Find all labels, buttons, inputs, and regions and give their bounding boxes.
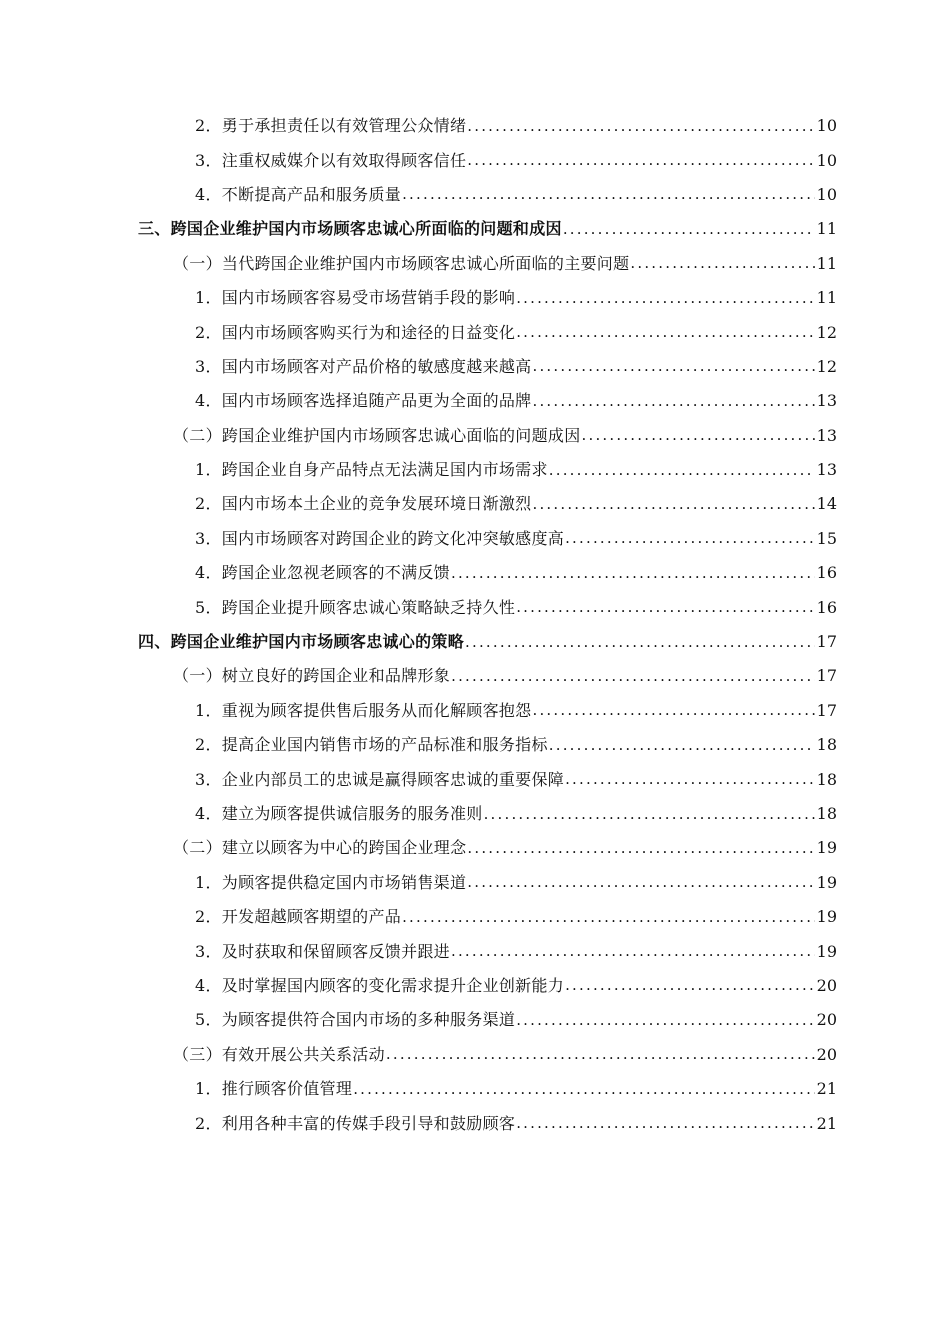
toc-entry-page-number: 14: [816, 494, 837, 514]
toc-dot-leader: [532, 359, 814, 374]
toc-entry[interactable]: [0, 1003, 950, 1037]
toc-dot-leader: [532, 703, 814, 718]
toc-entry[interactable]: [0, 625, 950, 659]
toc-entry[interactable]: [0, 350, 950, 384]
toc-entry-title: （三）有效开展公共关系活动: [173, 1044, 385, 1064]
toc-entry-title: 2．提高企业国内销售市场的产品标准和服务指标: [195, 735, 548, 755]
toc-entry-page-number: 13: [816, 391, 837, 411]
toc-dot-leader: [465, 635, 815, 650]
toc-dot-leader: [582, 428, 815, 443]
toc-entry[interactable]: [0, 900, 950, 934]
toc-dot-leader: [549, 738, 815, 753]
toc-entry-title: 4．及时掌握国内顾客的变化需求提升企业创新能力: [195, 975, 565, 995]
toc-entry-title: 2．国内市场顾客购买行为和途径的日益变化: [195, 322, 516, 342]
toc-entry-title: 5．为顾客提供符合国内市场的多种服务渠道: [195, 1010, 516, 1030]
toc-entry-page-number: 18: [816, 735, 837, 755]
toc-entry-page-number: 19: [816, 907, 837, 927]
toc-dot-leader: [563, 222, 815, 237]
toc-entry-page-number: 11: [816, 253, 837, 273]
toc-entry[interactable]: [0, 797, 950, 831]
toc-entry-page-number: 19: [816, 838, 837, 858]
toc-entry-title: 1．推行顾客价值管理: [195, 1079, 353, 1099]
toc-entry[interactable]: [0, 694, 950, 728]
toc-dot-leader: [549, 463, 815, 478]
toc-entry-title: （一）当代跨国企业维护国内市场顾客忠诚心所面临的主要问题: [173, 253, 630, 273]
toc-entry-title: 1．跨国企业自身产品特点无法满足国内市场需求: [195, 460, 548, 480]
toc-entry[interactable]: [0, 831, 950, 865]
toc-entry-title: 3．企业内部员工的忠诚是赢得顾客忠诚的重要保障: [195, 769, 565, 789]
toc-entry-title: 1．国内市场顾客容易受市场营销手段的影响: [195, 288, 516, 308]
toc-dot-leader: [516, 600, 814, 615]
toc-entry-title: 3．及时获取和保留顾客反馈并跟进: [195, 941, 450, 961]
toc-entry-page-number: 17: [816, 666, 837, 686]
toc-entry-page-number: 13: [816, 460, 837, 480]
toc-entry-title: 2．国内市场本土企业的竞争发展环境日渐激烈: [195, 494, 532, 514]
toc-entry[interactable]: [0, 1038, 950, 1072]
toc-dot-leader: [516, 1013, 814, 1028]
toc-dot-leader: [565, 772, 815, 787]
toc-dot-leader: [402, 187, 815, 202]
toc-entry-title: 1．为顾客提供稳定国内市场销售渠道: [195, 872, 467, 892]
toc-entry-page-number: 21: [816, 1113, 837, 1133]
toc-entry-page-number: 18: [816, 769, 837, 789]
toc-entry-page-number: 13: [816, 425, 837, 445]
toc-entry[interactable]: [0, 419, 950, 453]
toc-entry[interactable]: [0, 866, 950, 900]
toc-entry-title: 4．不断提高产品和服务质量: [195, 184, 402, 204]
toc-dot-leader: [565, 978, 815, 993]
toc-entry-page-number: 17: [816, 700, 837, 720]
toc-entry-page-number: 16: [816, 563, 837, 583]
toc-entry[interactable]: [0, 969, 950, 1003]
toc-dot-leader: [402, 910, 815, 925]
toc-entry[interactable]: [0, 247, 950, 281]
toc-dot-leader: [451, 669, 815, 684]
toc-entry-page-number: 21: [816, 1079, 837, 1099]
toc-entry-page-number: 20: [816, 1010, 837, 1030]
toc-dot-leader: [467, 875, 814, 890]
toc-entry[interactable]: [0, 728, 950, 762]
toc-entry-title: 2．利用各种丰富的传媒手段引导和鼓励顾客: [195, 1113, 516, 1133]
toc-entry-page-number: 12: [816, 322, 837, 342]
toc-entry[interactable]: [0, 281, 950, 315]
toc-dot-leader: [516, 325, 814, 340]
toc-dot-leader: [532, 497, 814, 512]
toc-entry[interactable]: [0, 934, 950, 968]
toc-entry-page-number: 12: [816, 356, 837, 376]
toc-entry-page-number: 20: [816, 1044, 837, 1064]
toc-dot-leader: [467, 153, 814, 168]
toc-entry-page-number: 15: [816, 528, 837, 548]
toc-dot-leader: [630, 256, 814, 271]
toc-dot-leader: [386, 1047, 815, 1062]
toc-entry-title: 4．建立为顾客提供诚信服务的服务准则: [195, 804, 483, 823]
toc-entry-title: 3．国内市场顾客对产品价格的敏感度越来越高: [195, 356, 532, 376]
toc-entry-title: 四、跨国企业维护国内市场顾客忠诚心的策略: [138, 632, 465, 652]
toc-entry[interactable]: [0, 178, 950, 212]
toc-entry-page-number: 20: [816, 975, 837, 995]
toc-dot-leader: [532, 394, 814, 409]
toc-entry[interactable]: [0, 659, 950, 693]
toc-entry-page-number: 11: [816, 288, 837, 308]
toc-entry[interactable]: [0, 522, 950, 556]
toc-entry-title: 三、跨国企业维护国内市场顾客忠诚心所面临的问题和成因: [138, 219, 562, 239]
toc-dot-leader: [484, 807, 815, 822]
toc-entry[interactable]: [0, 762, 950, 796]
toc-entry-page-number: 17: [816, 632, 837, 652]
toc-entry-page-number: 10: [816, 116, 837, 136]
toc-entry-title: 4．国内市场顾客选择追随产品更为全面的品牌: [195, 391, 532, 411]
toc-entry-title: 2．开发超越顾客期望的产品: [195, 907, 402, 927]
toc-entry-page-number: 10: [816, 150, 837, 170]
toc-dot-leader: [467, 841, 814, 856]
toc-entry-title: 1．重视为顾客提供售后服务从而化解顾客抱怨: [195, 700, 532, 720]
toc-entry-page-number: 19: [816, 941, 837, 961]
toc-entry[interactable]: [0, 109, 950, 143]
toc-dot-leader: [467, 119, 814, 134]
toc-dot-leader: [451, 566, 815, 581]
toc-dot-leader: [516, 1116, 814, 1131]
toc-entry-title: 2．勇于承担责任以有效管理公众情绪: [195, 116, 467, 136]
toc-dot-leader: [353, 1082, 814, 1097]
toc-entry-page-number: 11: [816, 219, 837, 239]
toc-entry[interactable]: [0, 1072, 950, 1106]
toc-entry[interactable]: [0, 453, 950, 487]
toc-entry-title: 3．国内市场顾客对跨国企业的跨文化冲突敏感度高: [195, 528, 565, 548]
toc-entry-title: 4．跨国企业忽视老顾客的不满反馈: [195, 563, 450, 583]
toc-dot-leader: [516, 291, 814, 306]
table-of-contents: [0, 109, 950, 1141]
toc-entry-title: 3．注重权威媒介以有效取得顾客信任: [195, 150, 467, 170]
toc-entry[interactable]: [0, 315, 950, 349]
toc-entry-title: （二）跨国企业维护国内市场顾客忠诚心面临的问题成因: [173, 425, 581, 445]
toc-entry[interactable]: [0, 384, 950, 418]
toc-entry-page-number: 19: [816, 872, 837, 892]
toc-dot-leader: [451, 944, 815, 959]
toc-entry[interactable]: [0, 487, 950, 521]
toc-entry-page-number: 16: [816, 597, 837, 617]
toc-entry-page-number: 10: [816, 184, 837, 204]
toc-entry[interactable]: [0, 590, 950, 624]
toc-entry-title: 5．跨国企业提升顾客忠诚心策略缺乏持久性: [195, 597, 516, 617]
toc-entry-title: （二）建立以顾客为中心的跨国企业理念: [173, 838, 467, 858]
toc-dot-leader: [565, 531, 815, 546]
toc-entry[interactable]: [0, 212, 950, 246]
toc-entry-title: （一）树立良好的跨国企业和品牌形象: [173, 666, 451, 686]
toc-entry[interactable]: [0, 143, 950, 177]
toc-entry[interactable]: [0, 1106, 950, 1140]
toc-entry-page-number: 18: [816, 804, 837, 823]
toc-entry[interactable]: [0, 556, 950, 590]
